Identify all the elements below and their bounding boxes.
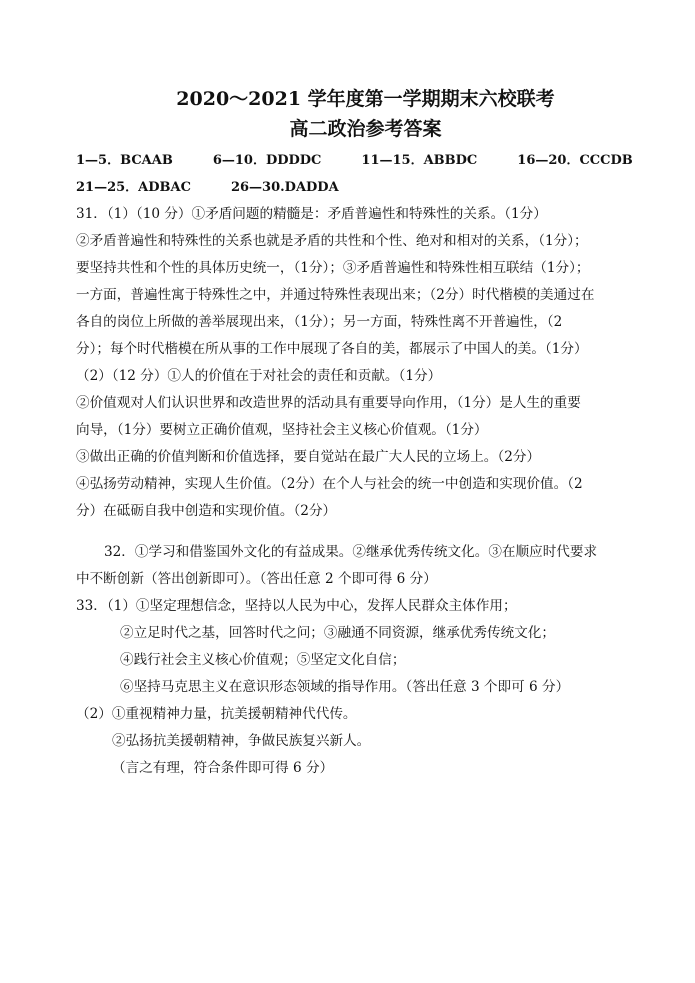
answer-line: 要坚持共性和个性的具体历史统一，（1分）；③矛盾普遍性和特殊性相互联结（1分）； bbox=[76, 260, 590, 276]
answer-line: 向导，（1分）要树立正确价值观，坚持社会主义核心价值观。（1分） bbox=[76, 422, 488, 438]
answer-line: 一方面，普遍性寓于特殊性之中，并通过特殊性表现出来；（2分）时代楷模的美通过在 bbox=[76, 287, 595, 303]
answer-line: （2）（12 分）①人的价值在于对社会的责任和贡献。（1分） bbox=[76, 368, 442, 384]
question-33-answer bbox=[76, 593, 655, 782]
answer-line: 32．①学习和借鉴国外文化的有益成果。②继承优秀传统文化。③在顺应时代要求 bbox=[104, 544, 598, 560]
choice-answers-row-2 bbox=[76, 174, 655, 201]
choice-answer: 1—5．BCAAB bbox=[76, 153, 173, 168]
choice-answer: 26—30.DADDA bbox=[230, 180, 339, 195]
question-32-answer bbox=[76, 539, 655, 593]
answer-line: ②矛盾普遍性和特殊性的关系也就是矛盾的共性和个性、绝对和相对的关系，（1分）； bbox=[76, 233, 588, 249]
page-subtitle: 高二政治参考答案 bbox=[289, 118, 442, 140]
answer-line: ②弘扬抗美援朝精神，争做民族复兴新人。 bbox=[112, 733, 371, 749]
answer-line: ④弘扬劳动精神，实现人生价值。（2分）在个人与社会的统一中创造和实现价值。（2 bbox=[76, 476, 583, 492]
answer-line: 中不断创新（答出创新即可）。（答出任意 2 个即可得 6 分） bbox=[76, 571, 437, 587]
answer-line: 各自的岗位上所做的善举展现出来，（1分）；另一方面，特殊性离不开普遍性，（2 bbox=[76, 314, 563, 330]
page-title: 2020～2021 学年度第一学期期末六校联考 bbox=[176, 88, 555, 110]
answer-line: （言之有理，符合条件即可得 6 分） bbox=[112, 760, 334, 776]
answer-line: ③做出正确的价值判断和价值选择，要自觉站在最广大人民的立场上。（2分） bbox=[76, 449, 541, 465]
answer-line: ④践行社会主义核心价值观；⑤坚定文化自信； bbox=[120, 652, 406, 668]
choice-answer: 21—25．ADBAC bbox=[76, 180, 191, 195]
answer-line: 31．（1）（10 分）①矛盾问题的精髓是：矛盾普遍性和特殊性的关系。（1分） bbox=[76, 206, 547, 222]
answer-line: ②价值观对人们认识世界和改造世界的活动具有重要导向作用，（1分）是人生的重要 bbox=[76, 395, 581, 411]
answer-line: ⑥坚持马克思主义在意识形态领域的指导作用。（答出任意 3 个即可 6 分） bbox=[120, 679, 570, 695]
answer-line: （2）①重视精神力量，抗美援朝精神代代传。 bbox=[76, 706, 357, 722]
choice-answers-row-1 bbox=[76, 147, 655, 174]
question-31-answer bbox=[76, 201, 655, 525]
choice-answer: 11—15．ABBDC bbox=[361, 153, 478, 168]
answer-line: 分）；每个时代楷模在所从事的工作中展现了各自的美，都展示了中国人的美。（1分） bbox=[76, 341, 588, 357]
answer-line: 分）在砥砺自我中创造和实现价值。（2分） bbox=[76, 503, 337, 519]
choice-answer: 16—20．CCCDB bbox=[517, 153, 633, 168]
answer-line: 33．（1）①坚定理想信念，坚持以人民为中心，发挥人民群众主体作用； bbox=[76, 598, 517, 614]
answer-line: ②立足时代之基，回答时代之问；③融通不同资源，继承优秀传统文化； bbox=[120, 625, 555, 641]
choice-answer: 6—10．DDDDC bbox=[212, 153, 322, 168]
